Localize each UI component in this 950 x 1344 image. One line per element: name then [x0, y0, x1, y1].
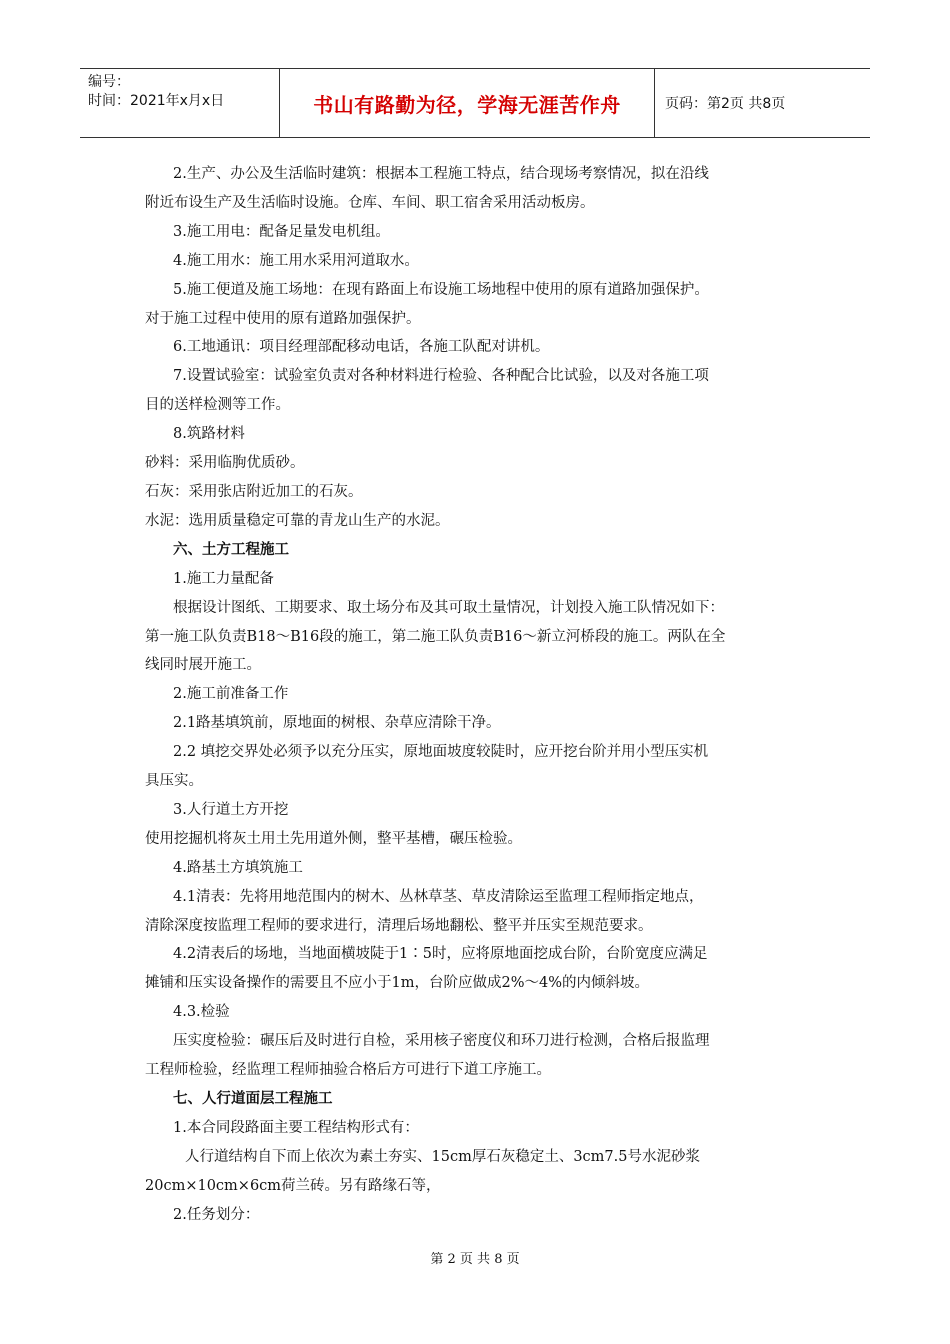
- paragraph: 清除深度按监理工程师的要求进行，清理后场地翻松、整平并压实至规范要求。: [145, 917, 653, 934]
- paragraph: 2.施工前准备工作: [173, 686, 289, 703]
- paragraph: 第一施工队负责B18～B16段的施工，第二施工队负责B16～新立河桥段的施工。两队在全: [145, 628, 726, 645]
- paragraph: 2.任务划分：: [173, 1206, 260, 1223]
- paragraph: 具压实。: [145, 773, 203, 790]
- paragraph: 目的送样检测等工作。: [145, 397, 290, 414]
- paragraph: 对于施工过程中使用的原有道路加强保护。: [145, 310, 421, 327]
- paragraph: 砂料：采用临朐优质砂。: [145, 455, 305, 472]
- page-header: [80, 68, 870, 138]
- header-motto: 书山有路勤为径，学海无涯苦作舟: [313, 92, 621, 117]
- section-heading: 七、人行道面层工程施工: [173, 1091, 333, 1107]
- document-date-label: 时间：2021年x月x日: [88, 93, 225, 109]
- paragraph: 工程师检验，经监理工程师抽验合格后方可进行下道工序施工。: [145, 1062, 551, 1079]
- paragraph: 摊铺和压实设备操作的需要且不应小于1m，台阶应做成2%～4%的内倾斜坡。: [145, 975, 649, 992]
- paragraph: 1.施工力量配备: [173, 570, 274, 587]
- header-motto-cell: [280, 69, 655, 137]
- paragraph: 石灰：采用张店附近加工的石灰。: [145, 483, 363, 500]
- section-heading: 六、土方工程施工: [173, 541, 289, 558]
- paragraph: 20cm×10cm×6cm荷兰砖。另有路缘石等，: [145, 1177, 441, 1194]
- header-info-cell: [80, 69, 280, 137]
- paragraph: 使用挖掘机将灰土用土先用道外侧，整平基槽，碾压检验。: [145, 830, 522, 847]
- document-body: [145, 160, 810, 1230]
- paragraph: 3.人行道土方开挖: [173, 801, 289, 818]
- paragraph: 4.路基土方填筑施工: [173, 859, 303, 876]
- paragraph: 8.筑路材料: [173, 426, 245, 443]
- paragraph: 人行道结构自下而上依次为素土夯实、15cm厚石灰稳定土、3cm7.5号水泥砂浆: [185, 1148, 700, 1165]
- paragraph: 5.施工便道及施工场地：在现有路面上布设施工场地程中使用的原有道路加强保护。: [173, 281, 709, 298]
- paragraph: 2.生产、办公及生活临时建筑：根据本工程施工特点，结合现场考察情况，拟在沿线: [173, 166, 709, 182]
- paragraph: 4.3.检验: [173, 1004, 230, 1021]
- document-number-label: 编号：: [88, 74, 130, 90]
- paragraph: 3.施工用电：配备足量发电机组。: [173, 223, 390, 240]
- paragraph: 线同时展开施工。: [145, 657, 261, 674]
- paragraph: 7.设置试验室：试验室负责对各种材料进行检验、各种配合比试验，以及对各施工项: [173, 368, 709, 385]
- paragraph: 水泥：选用质量稳定可靠的青龙山生产的水泥。: [145, 512, 450, 529]
- paragraph: 4.1清表：先将用地范围内的树木、丛林草茎、草皮清除运至监理工程师指定地点，: [173, 888, 704, 905]
- paragraph: 附近布设生产及生活临时设施。仓库、车间、职工宿舍采用活动板房。: [145, 194, 595, 211]
- page-footer: 第 2 页 共 8 页: [430, 1252, 520, 1267]
- paragraph: 压实度检验：碾压后及时进行自检，采用核子密度仪和环刀进行检测，合格后报监理: [173, 1033, 710, 1050]
- paragraph: 1.本合同段路面主要工程结构形式有：: [173, 1119, 419, 1136]
- paragraph: 4.2清表后的场地，当地面横坡陡于1∶5时，应将原地面挖成台阶，台阶宽度应满足: [173, 946, 708, 963]
- paragraph: 2.1路基填筑前，原地面的树根、杂草应清除干净。: [173, 715, 501, 732]
- paragraph: 根据设计图纸、工期要求、取土场分布及其可取土量情况，计划投入施工队情况如下：: [173, 599, 724, 616]
- header-page-cell: [655, 69, 870, 137]
- header-page-number: 页码：第2页 共8页: [665, 96, 786, 112]
- paragraph: 6.工地通讯：项目经理部配移动电话，各施工队配对讲机。: [173, 339, 550, 356]
- paragraph: 4.施工用水：施工用水采用河道取水。: [173, 252, 419, 269]
- paragraph: 2.2 填挖交界处必须予以充分压实，原地面坡度较陡时，应开挖台阶并用小型压实机: [173, 744, 709, 761]
